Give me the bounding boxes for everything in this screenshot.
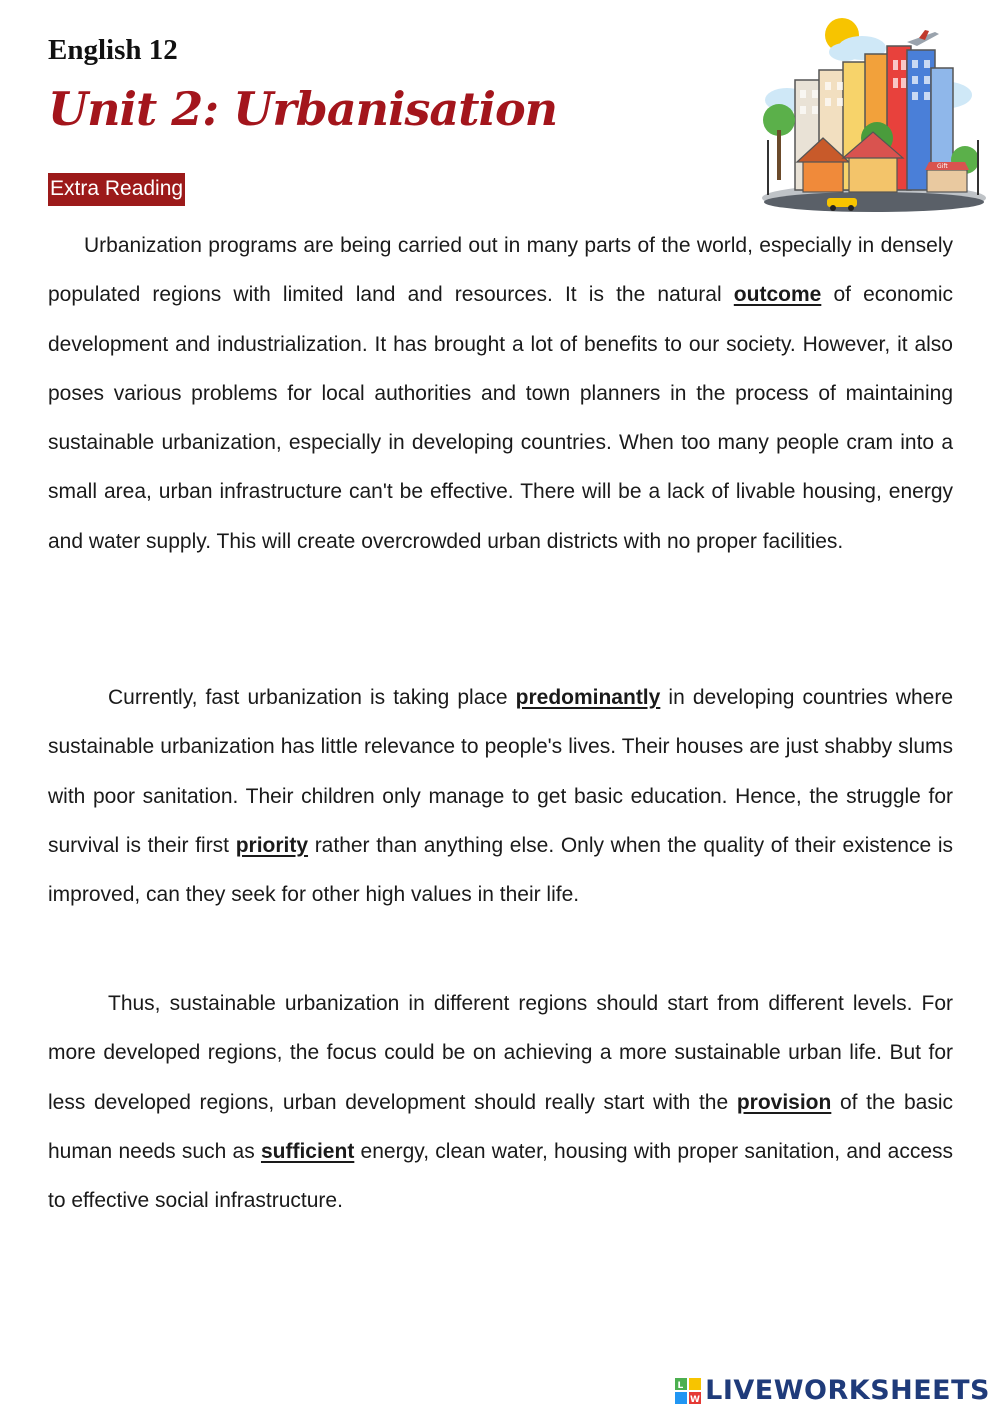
paragraph-text: Thus, sustainable urbanization in different regions should start from different levels. For more developed regions, the focus could be on achieving a more sustainable urban life. But for less developed regions, urban development should really start with the <box>48 992 953 1114</box>
logo-letter: W <box>690 1394 701 1404</box>
paragraph-text: Urbanization programs are being carried out in many parts of the world, especially in densely populated regions with limited land and resources. It is the natural <box>48 234 953 307</box>
paragraph-text: in developing countries where sustainable urbanization has little relevance to people's lives. Their houses are just shabby slums with poor sanitation. Their children only manage to get basic education. Hence, the struggle for survival is their first <box>48 686 953 857</box>
liveworksheets-logo-icon <box>675 1378 701 1404</box>
footer-brand <box>675 1375 990 1406</box>
paragraph-text: of the basic human needs such as <box>48 1090 953 1163</box>
keyword-outcome: outcome <box>733 283 822 307</box>
course-label: English 12 <box>48 34 178 66</box>
page-title: Unit 2: Urbanisation <box>48 82 558 136</box>
keyword-provision: provision <box>736 1090 832 1114</box>
keyword-sufficient: sufficient <box>260 1139 355 1163</box>
footer-brand-text: LIVEWORKSHEETS <box>705 1375 990 1406</box>
city-skyline-icon <box>757 10 992 215</box>
paragraph-text: energy, clean water, housing with proper sanitation, and access to effective social infrastructure. <box>48 1139 953 1213</box>
paragraph-2 <box>48 673 953 919</box>
paragraph-text: Currently, fast urbanization is taking place <box>108 686 516 709</box>
paragraph-text: of economic development and industrialization. It has brought a lot of benefits to our society. However, it also poses various problems for local authorities and town planners in the process of maintaining sustainable urbanization, especially in developing countries. When too many people cram into a small area, urban infrastructure can't be effective. There will be a lack of livable housing, energy and water supply. This will create overcrowded urban districts with no proper facilities. <box>48 283 953 553</box>
shop-sign: Gift <box>937 163 948 170</box>
keyword-predominantly: predominantly <box>515 686 661 709</box>
paragraph-3 <box>48 979 953 1225</box>
section-tag: Extra Reading <box>48 173 185 206</box>
paragraph-1 <box>48 221 953 566</box>
keyword-priority: priority <box>235 833 309 857</box>
logo-letter: L <box>677 1380 684 1391</box>
paragraph-text: rather than anything else. Only when the quality of their existence is improved, can they seek for other high values in their life. <box>48 833 953 907</box>
